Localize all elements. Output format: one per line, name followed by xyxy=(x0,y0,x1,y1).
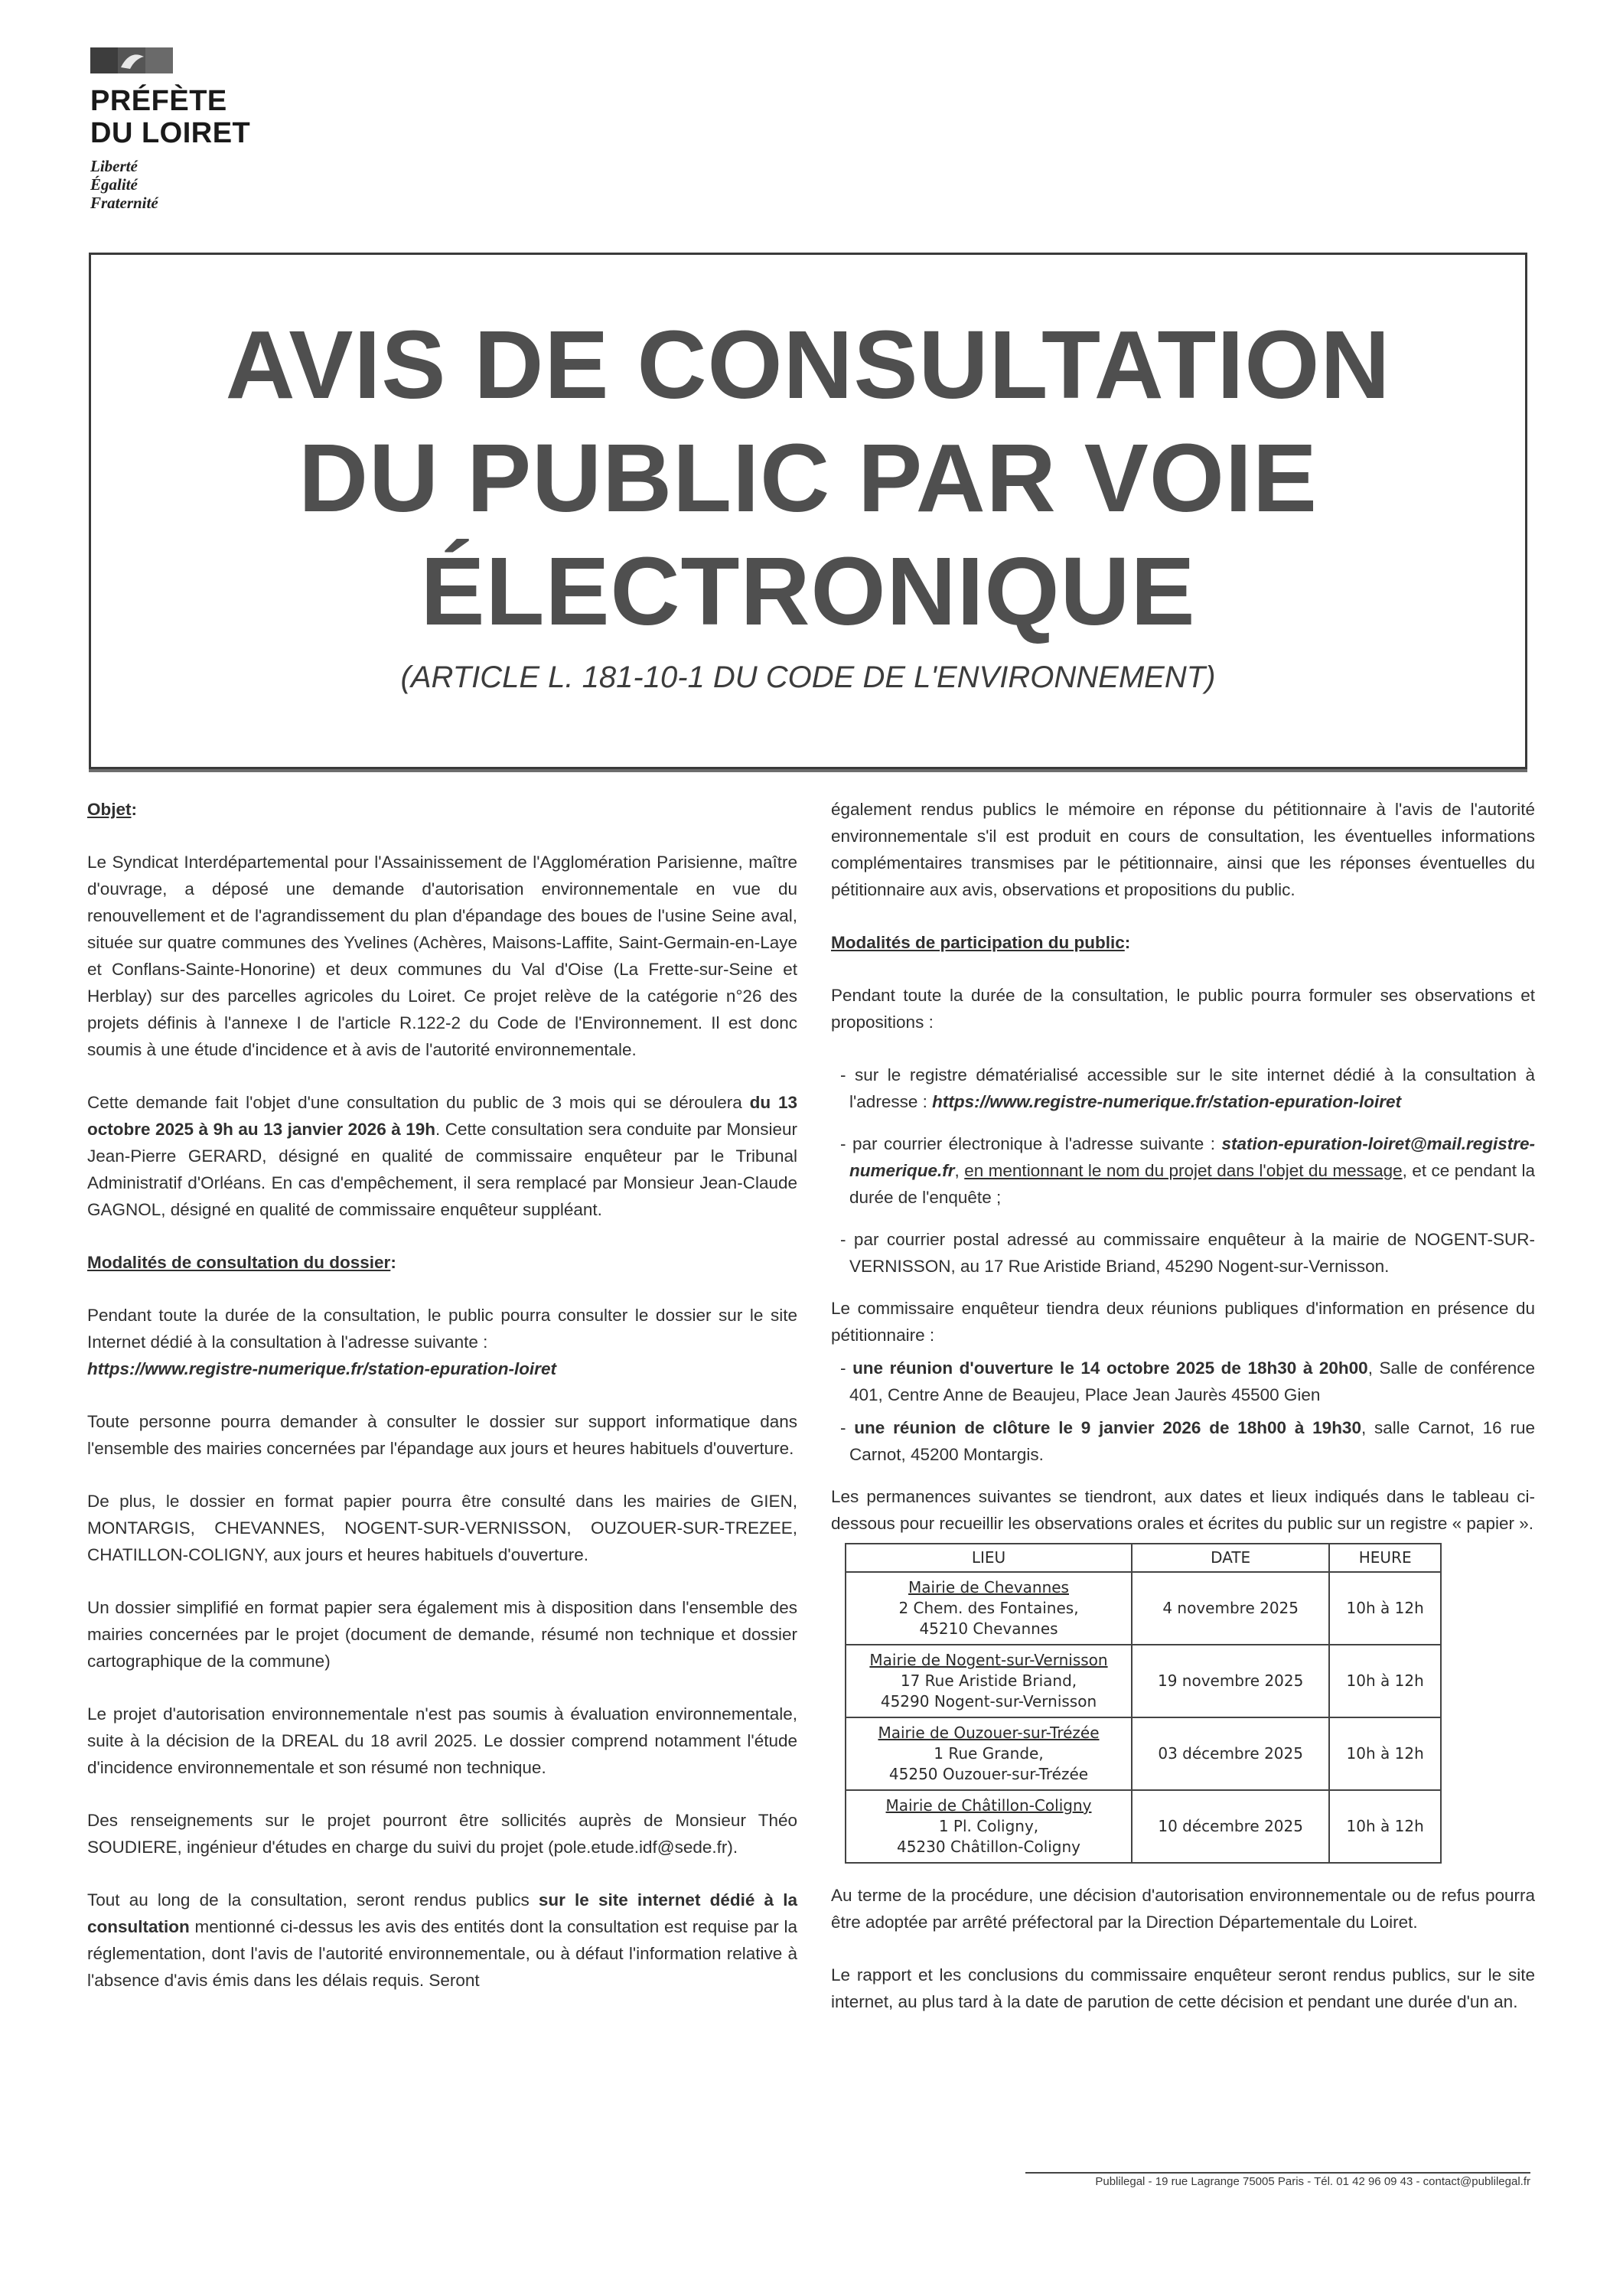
title-line3: ÉLECTRONIQUE xyxy=(420,537,1196,645)
participation-intro: Pendant toute la durée de la consultation, le public pourra formuler ses observations et propositions : xyxy=(831,986,1535,1032)
objet-heading: Objet: xyxy=(87,800,138,819)
prefecture-logo xyxy=(90,47,274,212)
consultation-paragraph-2: Toute personne pourra demander à consulter le dossier sur support informatique dans l'ensemble des mairies concernées par l'épandage aux jours et heures habituels d'ouverture. xyxy=(87,1412,797,1458)
objet-paragraph-2: Cette demande fait l'objet d'une consultation du public de 3 mois qui se déroulera du 13 octobre 2025 à 9h au 13 janvier 2026 à 19h. Cette consultation sera conduite par Monsieur Jean-Pierre GERARD, désigné en qualité de commissaire enquêteur par le Tribunal Administratif d'Orléans. En cas d'empêchement, il sera remplacé par Monsieur Jean-Claude GAGNOL, désigné en qualité de commissaire enquêteur suppléant. xyxy=(87,1093,797,1219)
title-line2: DU PUBLIC PAR VOIE xyxy=(298,424,1318,532)
meeting-opening: - une réunion d'ouverture le 14 octobre 2025 de 18h30 à 20h00, Salle de conférence 401, Centre Anne de Beaujeu, Place Jean Jaurès 45500 Gien xyxy=(840,1358,1536,1404)
table-cell-date: 10 décembre 2025 xyxy=(1132,1790,1329,1863)
table-cell-lieu: Mairie de Châtillon-Coligny 1 Pl. Coligny, 45230 Châtillon-Coligny xyxy=(846,1790,1132,1863)
consultation-paragraph-6: Des renseignements sur le projet pourront être sollicités auprès de Monsieur Théo SOUDIERE, ingénieur d'études en charge du suivi du projet (pole.etude.idf@sede.fr). xyxy=(87,1811,797,1857)
column-header-date: DATE xyxy=(1132,1544,1329,1572)
consultation-paragraph-4: Un dossier simplifié en format papier sera également mis à disposition dans l'ensemble des mairies concernées par le projet (document de demande, résumé non technique et dossier cartographique de la commune) xyxy=(87,1598,797,1671)
objet-paragraph-1: Le Syndicat Interdépartemental pour l'Assainissement de l'Agglomération Parisienne, maître d'ouvrage, a déposé une demande d'autorisation environnementale en vue du renouvellement et de l'agrandissement du plan d'épandage des boues de l'usine Seine aval, située sur quatre communes des Yvelines (Achères, Maisons-Laffite, Saint-Germain-en-Laye et Conflans-Sainte-Honorine) et deux communes du Val d'Oise (La Frette-sur-Seine et Herblay) sur des parcelles agricoles du Loiret. Ce projet relève de la catégorie n°26 des projets définis à l'annexe I de l'article R.122-2 du Code de l'Environnement. Il est donc soumis à une étude d'incidence et à avis de l'autorité environnementale. xyxy=(87,853,797,1059)
title-line1: AVIS DE CONSULTATION xyxy=(225,311,1391,419)
table-row xyxy=(846,1572,1441,1645)
participation-heading: Modalités de participation du public: xyxy=(831,933,1131,952)
table-cell-date: 03 décembre 2025 xyxy=(1132,1717,1329,1790)
motto-egalite: Égalité xyxy=(90,175,138,194)
table-cell-heure: 10h à 12h xyxy=(1329,1572,1441,1645)
table-cell-lieu: Mairie de Ouzouer-sur-Trézée 1 Rue Grande, 45250 Ouzouer-sur-Trézée xyxy=(846,1717,1132,1790)
table-row xyxy=(846,1717,1441,1790)
title-box xyxy=(89,253,1527,769)
meeting-closing: - une réunion de clôture le 9 janvier 2026 de 18h00 à 19h30, salle Carnot, 16 rue Carnot, 45200 Montargis. xyxy=(840,1418,1535,1464)
table-cell-date: 19 novembre 2025 xyxy=(1132,1645,1329,1717)
participation-item-registry: - sur le registre dématérialisé accessible sur le site internet dédié à la consultation à l'adresse : https://www.registre-numerique.fr/station-epuration-loiret xyxy=(840,1065,1535,1111)
permanences-table xyxy=(845,1543,1442,1864)
page-title xyxy=(91,308,1525,648)
motto-liberte: Liberté xyxy=(90,157,138,175)
table-cell-lieu: Mairie de Nogent-sur-Vernisson 17 Rue Aristide Briand, 45290 Nogent-sur-Vernisson xyxy=(846,1645,1132,1717)
table-cell-heure: 10h à 12h xyxy=(1329,1790,1441,1863)
participation-item-email: - par courrier électronique à l'adresse suivante : station-epuration-loiret@mail.registre-numerique.fr, en mentionnant le nom du projet dans l'objet du message, et ce pendant la durée de l'enquête ; xyxy=(840,1134,1535,1207)
conclusion-paragraph-1: Au terme de la procédure, une décision d'autorisation environnementale ou de refus pourra être adoptée par arrêté préfectoral par la Direction Départementale du Loiret. xyxy=(831,1886,1535,1932)
consultation-paragraph-7: Tout au long de la consultation, seront rendus publics sur le site internet dédié à la consultation mentionné ci-dessus les avis des entités dont la consultation est requise par la réglementation, dont l'avis de l'autorité environnementale, ou à défaut l'information relative à l'absence d'avis émis dans les délais requis. Seront xyxy=(87,1890,797,1990)
registry-url-link[interactable]: https://www.registre-numerique.fr/station-epuration-loiret xyxy=(932,1092,1402,1111)
participation-item-post: - par courrier postal adressé au commissaire enquêteur à la mairie de NOGENT-SUR-VERNISSON, au 17 Rue Aristide Briand, 45290 Nogent-sur-Vernisson. xyxy=(840,1230,1535,1276)
consultation-heading: Modalités de consultation du dossier: xyxy=(87,1253,396,1272)
prefecture-name-line1: PRÉFÈTE xyxy=(90,85,227,117)
republic-motto xyxy=(90,157,274,212)
table-row xyxy=(846,1790,1441,1863)
consultation-paragraph-8: également rendus publics le mémoire en réponse du pétitionnaire à l'avis de l'autorité environnementale s'il est produit en cours de consultation, les éventuelles informations complémentaires transmises par le pétitionnaire, ainsi que les réponses éventuelles du pétitionnaire aux avis, observations et propositions du public. xyxy=(831,800,1535,899)
title-subtitle: (ARTICLE L. 181-10-1 DU CODE DE L'ENVIRONNEMENT) xyxy=(400,660,1216,694)
conclusion-paragraph-2: Le rapport et les conclusions du commissaire enquêteur seront rendus publics, sur le site internet, au plus tard à la date de parution de cette décision et pendant une durée d'un an. xyxy=(831,1965,1535,2011)
motto-fraternite: Fraternité xyxy=(90,194,158,212)
consultation-paragraph-1: Pendant toute la durée de la consultation, le public pourra consulter le dossier sur le site Internet dédié à la consultation à l'adresse suivante : https://www.registre-numerique.fr/station-epuration-loiret xyxy=(87,1306,797,1378)
margin-mark xyxy=(1537,1975,1552,2128)
table-row xyxy=(846,1645,1441,1717)
consultation-url-link[interactable]: https://www.registre-numerique.fr/station-epuration-loiret xyxy=(87,1359,556,1378)
right-column xyxy=(831,796,1535,2041)
column-header-lieu: LIEU xyxy=(846,1544,1132,1572)
permanences-intro: Les permanences suivantes se tiendront, aux dates et lieux indiqués dans le tableau ci-dessous pour recueillir les observations orales et écrites du public sur un registre « papier ». xyxy=(831,1487,1535,1533)
registry-email-link[interactable]: station-epuration-loiret@mail.registre-numerique.fr xyxy=(849,1134,1535,1180)
column-header-heure: HEURE xyxy=(1329,1544,1441,1572)
table-cell-heure: 10h à 12h xyxy=(1329,1717,1441,1790)
consultation-paragraph-3: De plus, le dossier en format papier pourra être consulté dans les mairies de GIEN, MONTARGIS, CHEVANNES, NOGENT-SUR-VERNISSON, OUZOUER-SUR-TREZEE, CHATILLON-COLIGNY, aux jours et heures habituels d'ouverture. xyxy=(87,1492,797,1564)
prefecture-name-line2: DU LOIRET xyxy=(90,117,251,149)
left-column xyxy=(87,796,797,2020)
table-header-row xyxy=(846,1544,1441,1572)
meetings-intro: Le commissaire enquêteur tiendra deux réunions publiques d'information en présence du pétitionnaire : xyxy=(831,1299,1535,1345)
table-cell-heure: 10h à 12h xyxy=(1329,1645,1441,1717)
table-cell-lieu: Mairie de Chevannes 2 Chem. des Fontaines, 45210 Chevannes xyxy=(846,1572,1132,1645)
table-cell-date: 4 novembre 2025 xyxy=(1132,1572,1329,1645)
marianne-logo-icon xyxy=(90,47,173,73)
consultation-paragraph-5: Le projet d'autorisation environnementale n'est pas soumis à évaluation environnementale, suite à la décision de la DREAL du 18 avril 2025. Le dossier comprend notamment l'étude d'incidence environnementale et son résumé non technique. xyxy=(87,1704,797,1777)
publisher-footer: Publilegal - 19 rue Lagrange 75005 Paris - Tél. 01 42 96 09 43 - contact@publilegal.fr xyxy=(1025,2172,1530,2188)
